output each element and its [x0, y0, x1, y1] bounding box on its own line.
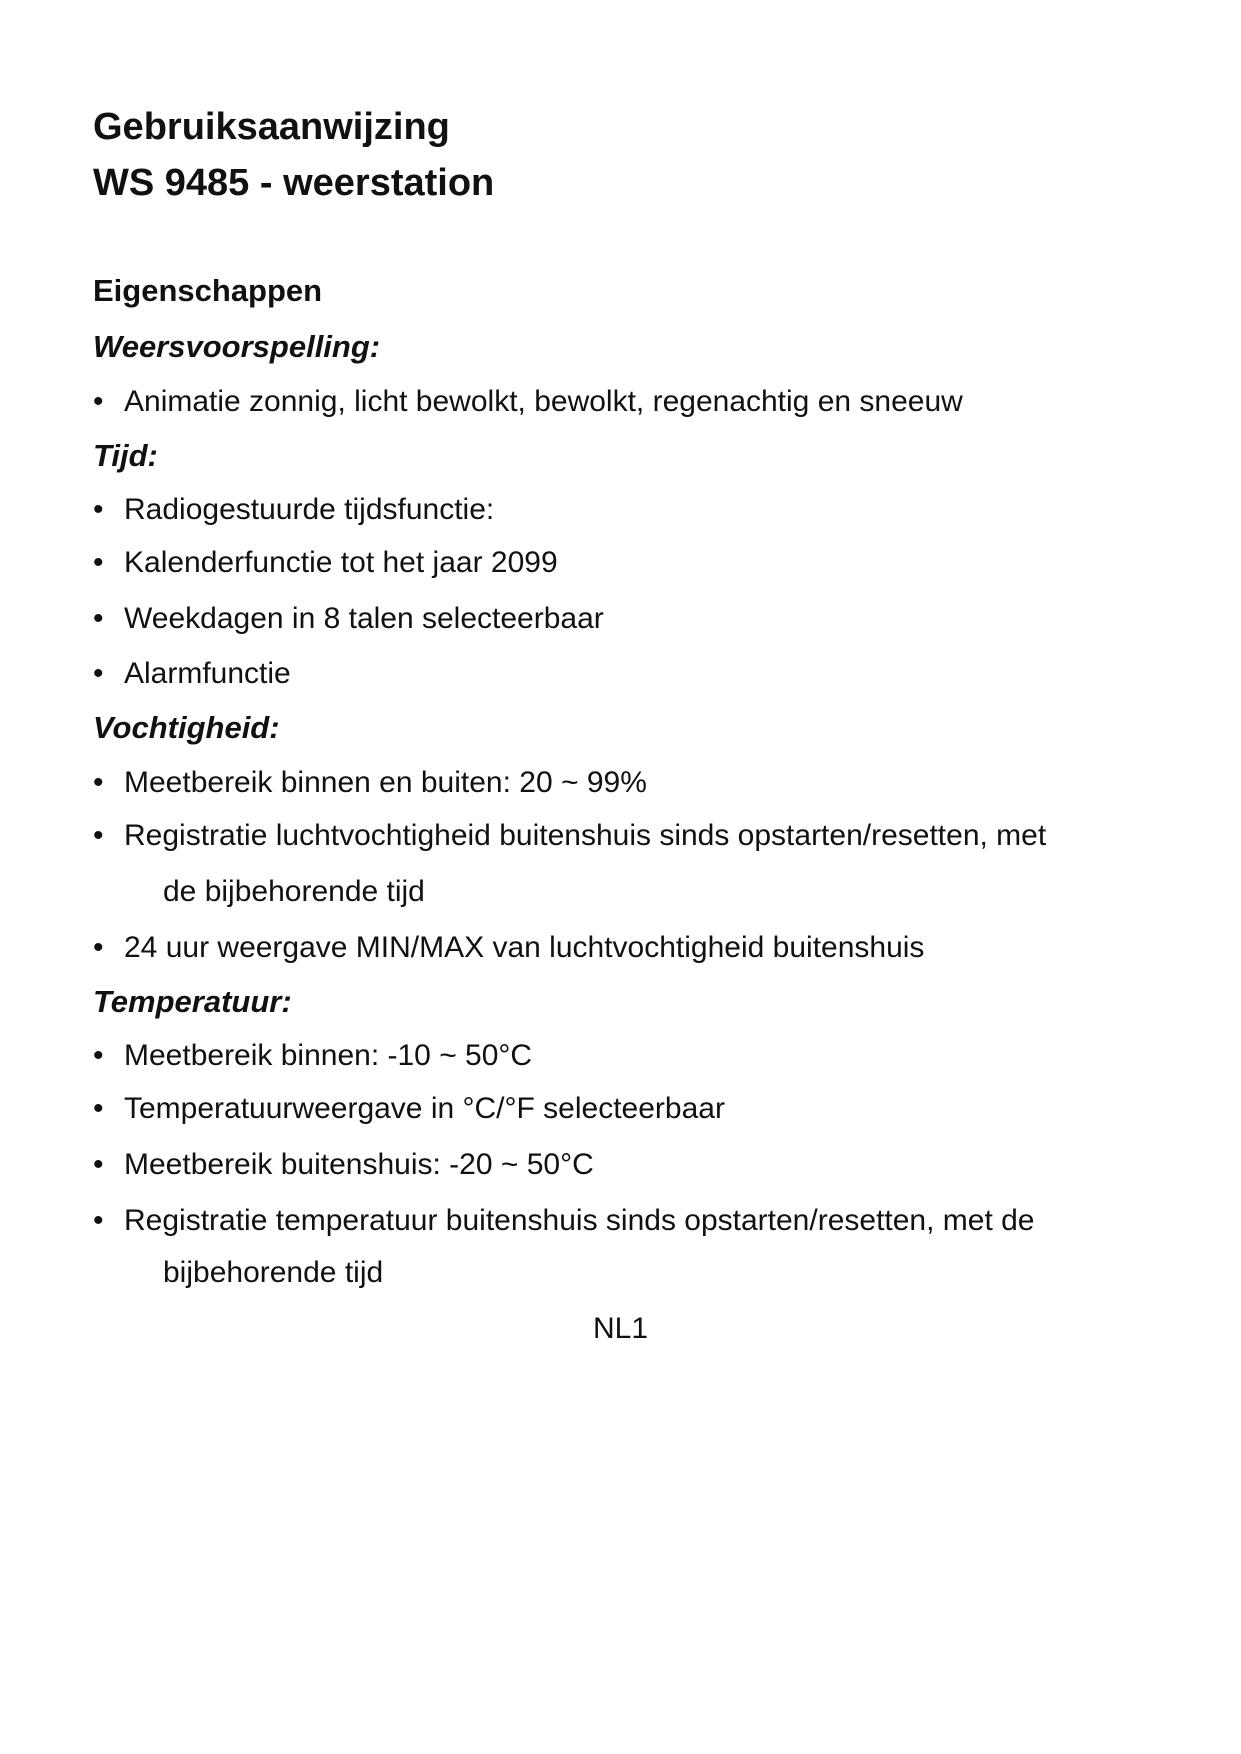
list-item: [93, 659, 291, 689]
list-item: [93, 933, 924, 963]
list-item: [93, 1206, 1035, 1236]
subheading-weather-forecast: Weersvoorspelling:: [93, 329, 381, 364]
list-item-text: Kalenderfunctie tot het jaar 2099: [124, 546, 558, 579]
bullet-icon: •: [93, 1204, 104, 1237]
list-item: [93, 768, 647, 798]
bullet-icon: •: [93, 1039, 104, 1072]
list-item-text: Registratie temperatuur buitenshuis sinds opstarten/resetten, met de: [124, 1204, 1035, 1237]
subheading-temperature: Temperatuur:: [93, 984, 292, 1019]
list-item-text: Weekdagen in 8 talen selecteerbaar: [124, 602, 604, 635]
list-item-text: Temperatuurweergave in °C/°F selecteerbaar: [124, 1092, 725, 1125]
list-item: [93, 495, 494, 525]
bullet-icon: •: [93, 493, 104, 526]
bullet-icon: •: [93, 385, 104, 418]
list-item: [93, 1094, 725, 1124]
list-item-text: Meetbereik binnen en buiten: 20 ~ 99%: [124, 766, 647, 799]
list-item-text: Alarmfunctie: [124, 657, 291, 690]
list-item: [93, 1150, 594, 1180]
bullet-icon: •: [93, 819, 104, 852]
bullet-icon: •: [93, 546, 104, 579]
subheading-humidity: Vochtigheid:: [93, 710, 280, 745]
list-item: [93, 604, 604, 634]
bullet-icon: •: [93, 931, 104, 964]
section-heading-features: Eigenschappen: [93, 273, 323, 308]
list-item: [93, 1041, 532, 1071]
bullet-icon: •: [93, 1092, 104, 1125]
list-item-text: Registratie luchtvochtigheid buitenshuis sinds opstarten/resetten, met: [124, 819, 1047, 852]
list-item-text: Meetbereik binnen: -10 ~ 50°C: [124, 1039, 533, 1072]
list-item-text: 24 uur weergave MIN/MAX van luchtvochtigheid buitenshuis: [124, 931, 925, 964]
list-item-text: Animatie zonnig, licht bewolkt, bewolkt, regenachtig en sneeuw: [124, 385, 963, 418]
list-item: [93, 387, 963, 417]
bullet-icon: •: [93, 766, 104, 799]
list-item-continuation: de bijbehorende tijd: [163, 875, 425, 908]
list-item: [93, 548, 558, 578]
list-item-continuation: bijbehorende tijd: [163, 1256, 384, 1289]
list-item-text: Radiogestuurde tijdsfunctie:: [124, 493, 495, 526]
bullet-icon: •: [93, 1148, 104, 1181]
page-number: NL1: [592, 1312, 649, 1345]
document-title-line-1: Gebruiksaanwijzing: [93, 106, 450, 148]
subheading-time: Tijd:: [93, 438, 158, 473]
list-item-text: Meetbereik buitenshuis: -20 ~ 50°C: [124, 1148, 594, 1181]
list-item: [93, 821, 1046, 851]
bullet-icon: •: [93, 602, 104, 635]
bullet-icon: •: [93, 657, 104, 690]
document-title-line-2: WS 9485 - weerstation: [93, 162, 495, 204]
